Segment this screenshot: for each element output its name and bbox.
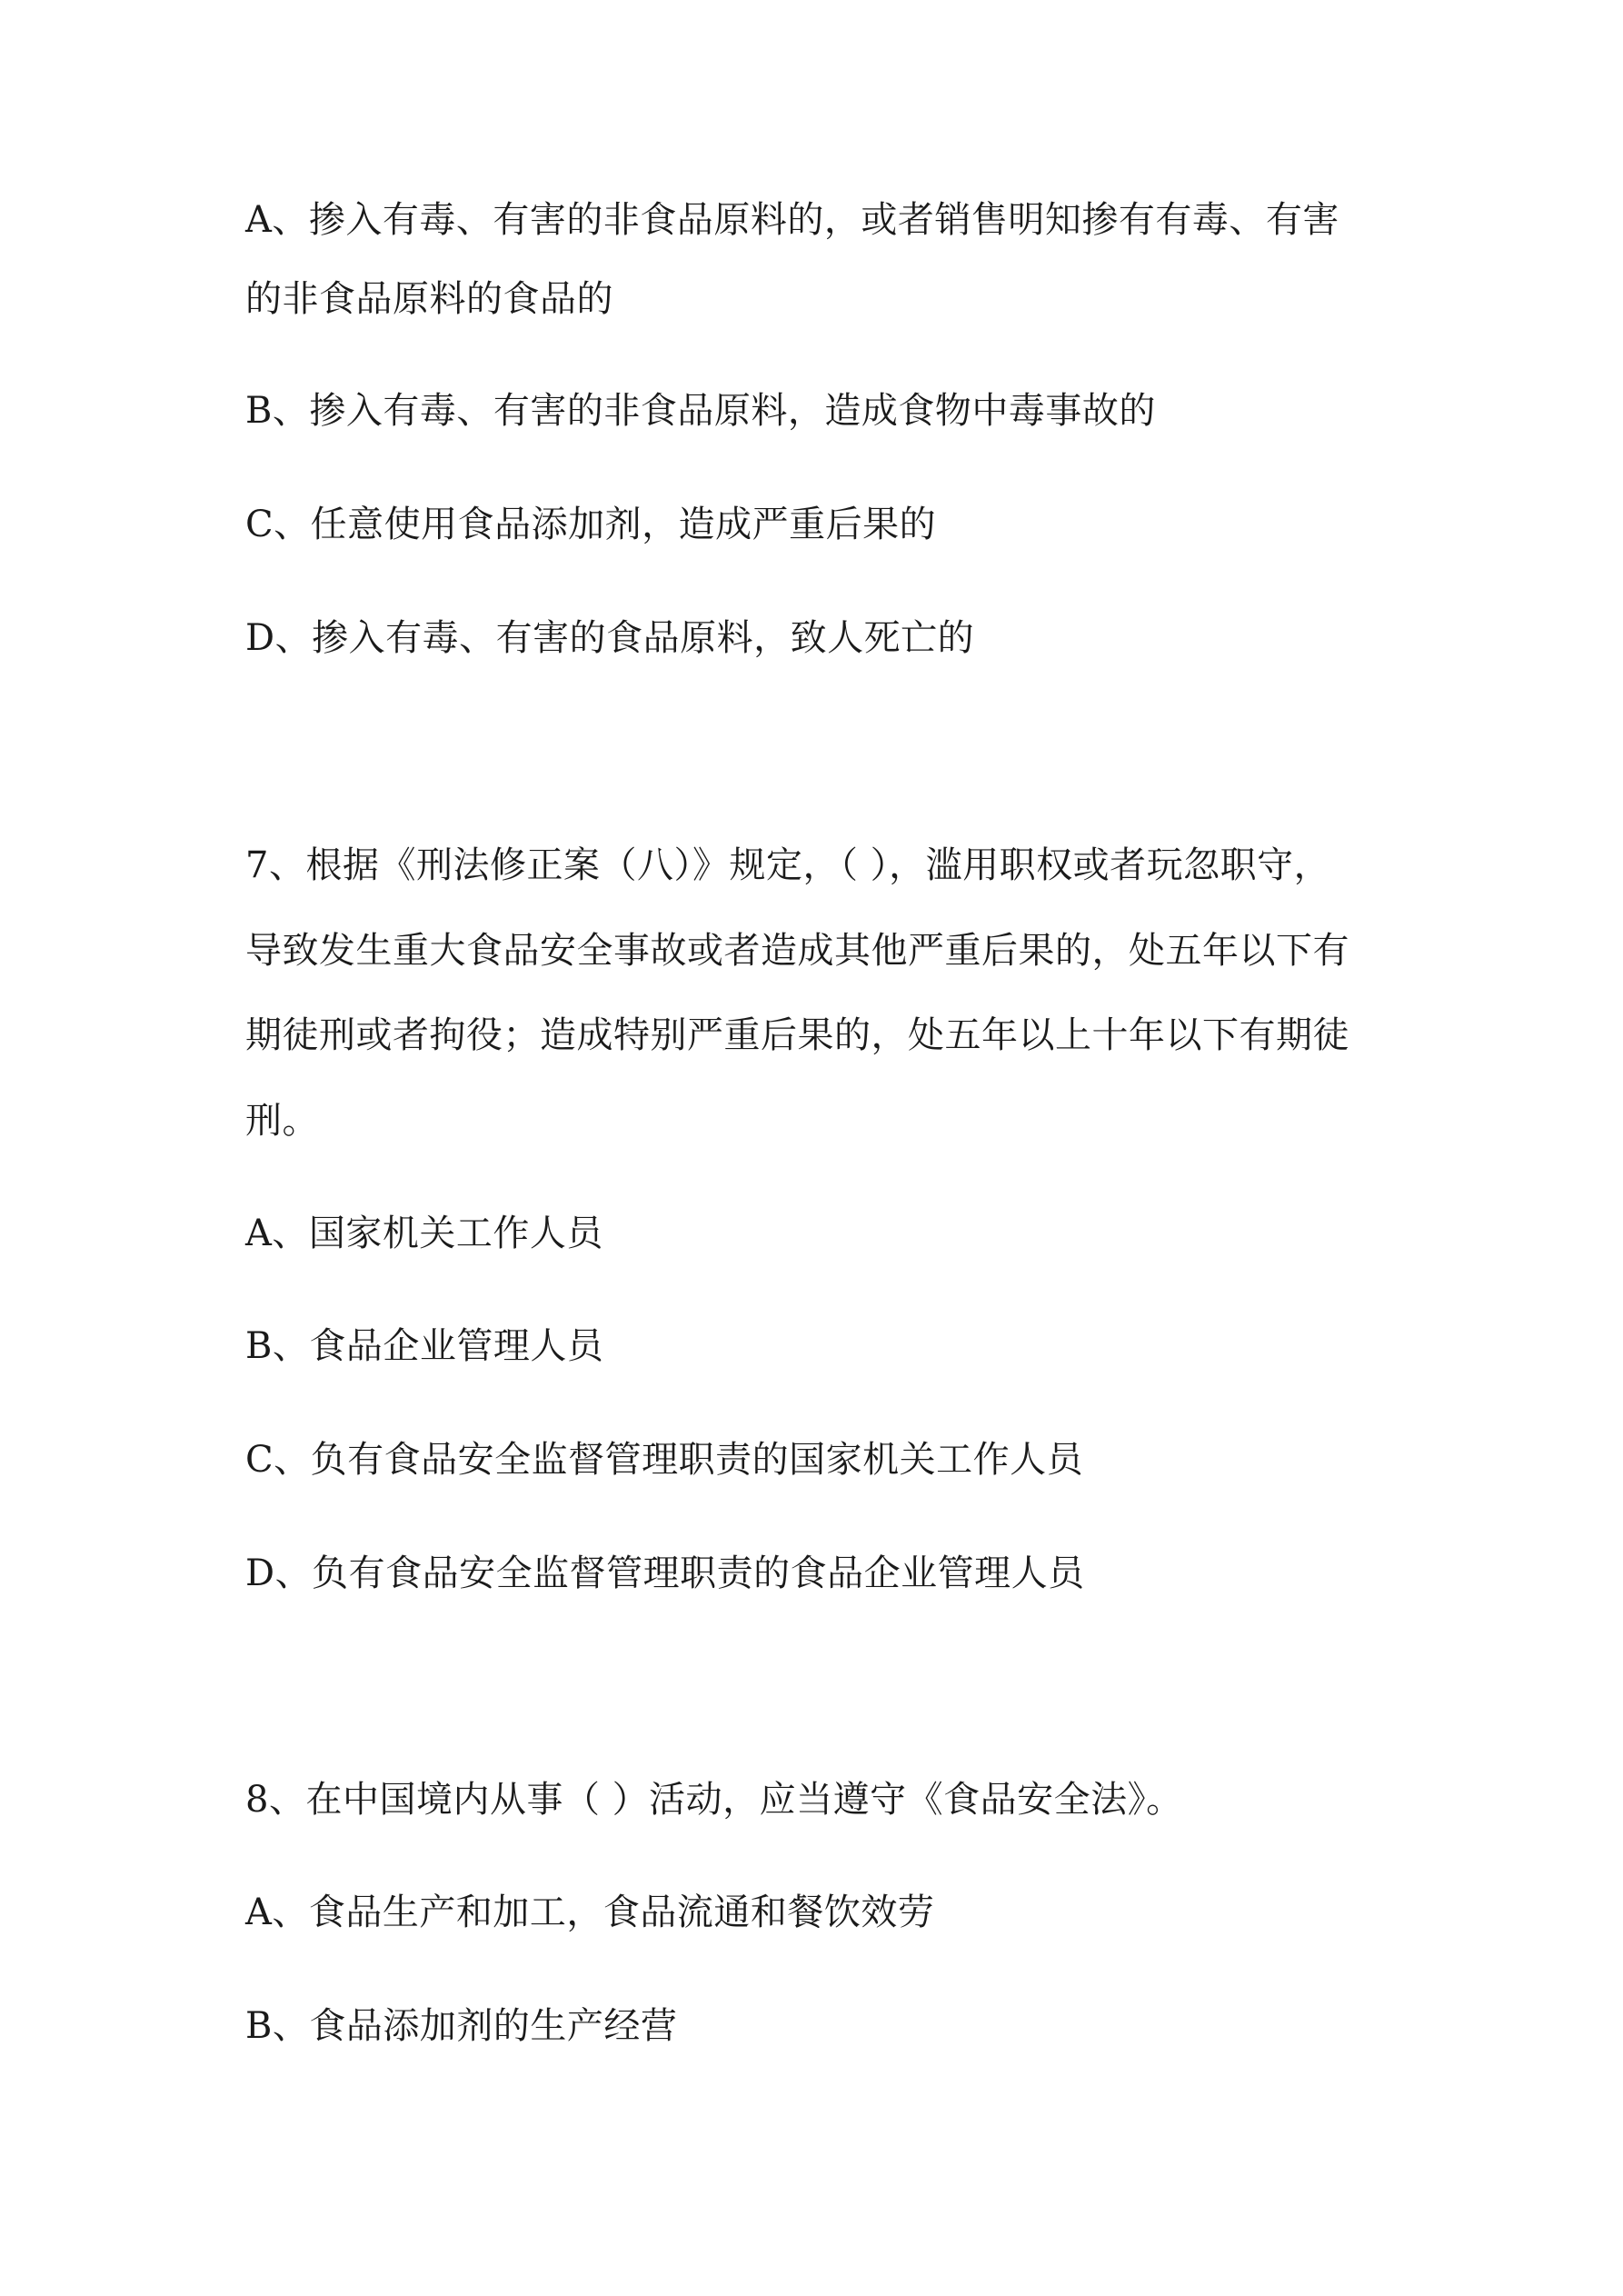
q6-option-c: C、任意使用食品添加剂，造成严重后果的 bbox=[245, 504, 937, 545]
q7-stem-line1: 7、根据《刑法修正案（八）》规定，（ ），滥用职权或者玩忽职守， bbox=[245, 844, 1331, 886]
q7-option-c: C、负有食品安全监督管理职责的国家机关工作人员 bbox=[245, 1439, 1084, 1481]
q8-option-b: B、食品添加剂的生产经营 bbox=[245, 2005, 678, 2047]
q8-stem: 8、在中国境内从事（ ）活动，应当遵守《食品安全法》。 bbox=[245, 1779, 1183, 1821]
q7-option-d: D、负有食品安全监督管理职责的食品企业管理人员 bbox=[245, 1552, 1085, 1594]
q7-option-b: B、食品企业管理人员 bbox=[245, 1325, 604, 1367]
q7-stem-line4: 刑。 bbox=[245, 1100, 319, 1142]
q7-stem-line3: 期徒刑或者拘役；造成特别严重后果的，处五年以上十年以下有期徒 bbox=[245, 1014, 1349, 1056]
q7-stem-line2: 导致发生重大食品安全事故或者造成其他严重后果的，处五年以下有 bbox=[245, 930, 1349, 972]
q6-option-b: B、掺入有毒、有害的非食品原料，造成食物中毒事故的 bbox=[245, 390, 1156, 432]
q6-option-a-line1: A、掺入有毒、有害的非食品原料的，或者销售明知掺有有毒、有害 bbox=[245, 199, 1339, 241]
q6-option-d: D、掺入有毒、有害的食品原料，致人死亡的 bbox=[245, 617, 975, 659]
q7-option-a: A、国家机关工作人员 bbox=[245, 1213, 603, 1254]
q6-option-a-line2: 的非食品原料的食品的 bbox=[245, 278, 613, 320]
q8-option-a: A、食品生产和加工，食品流通和餐饮效劳 bbox=[245, 1892, 935, 1933]
